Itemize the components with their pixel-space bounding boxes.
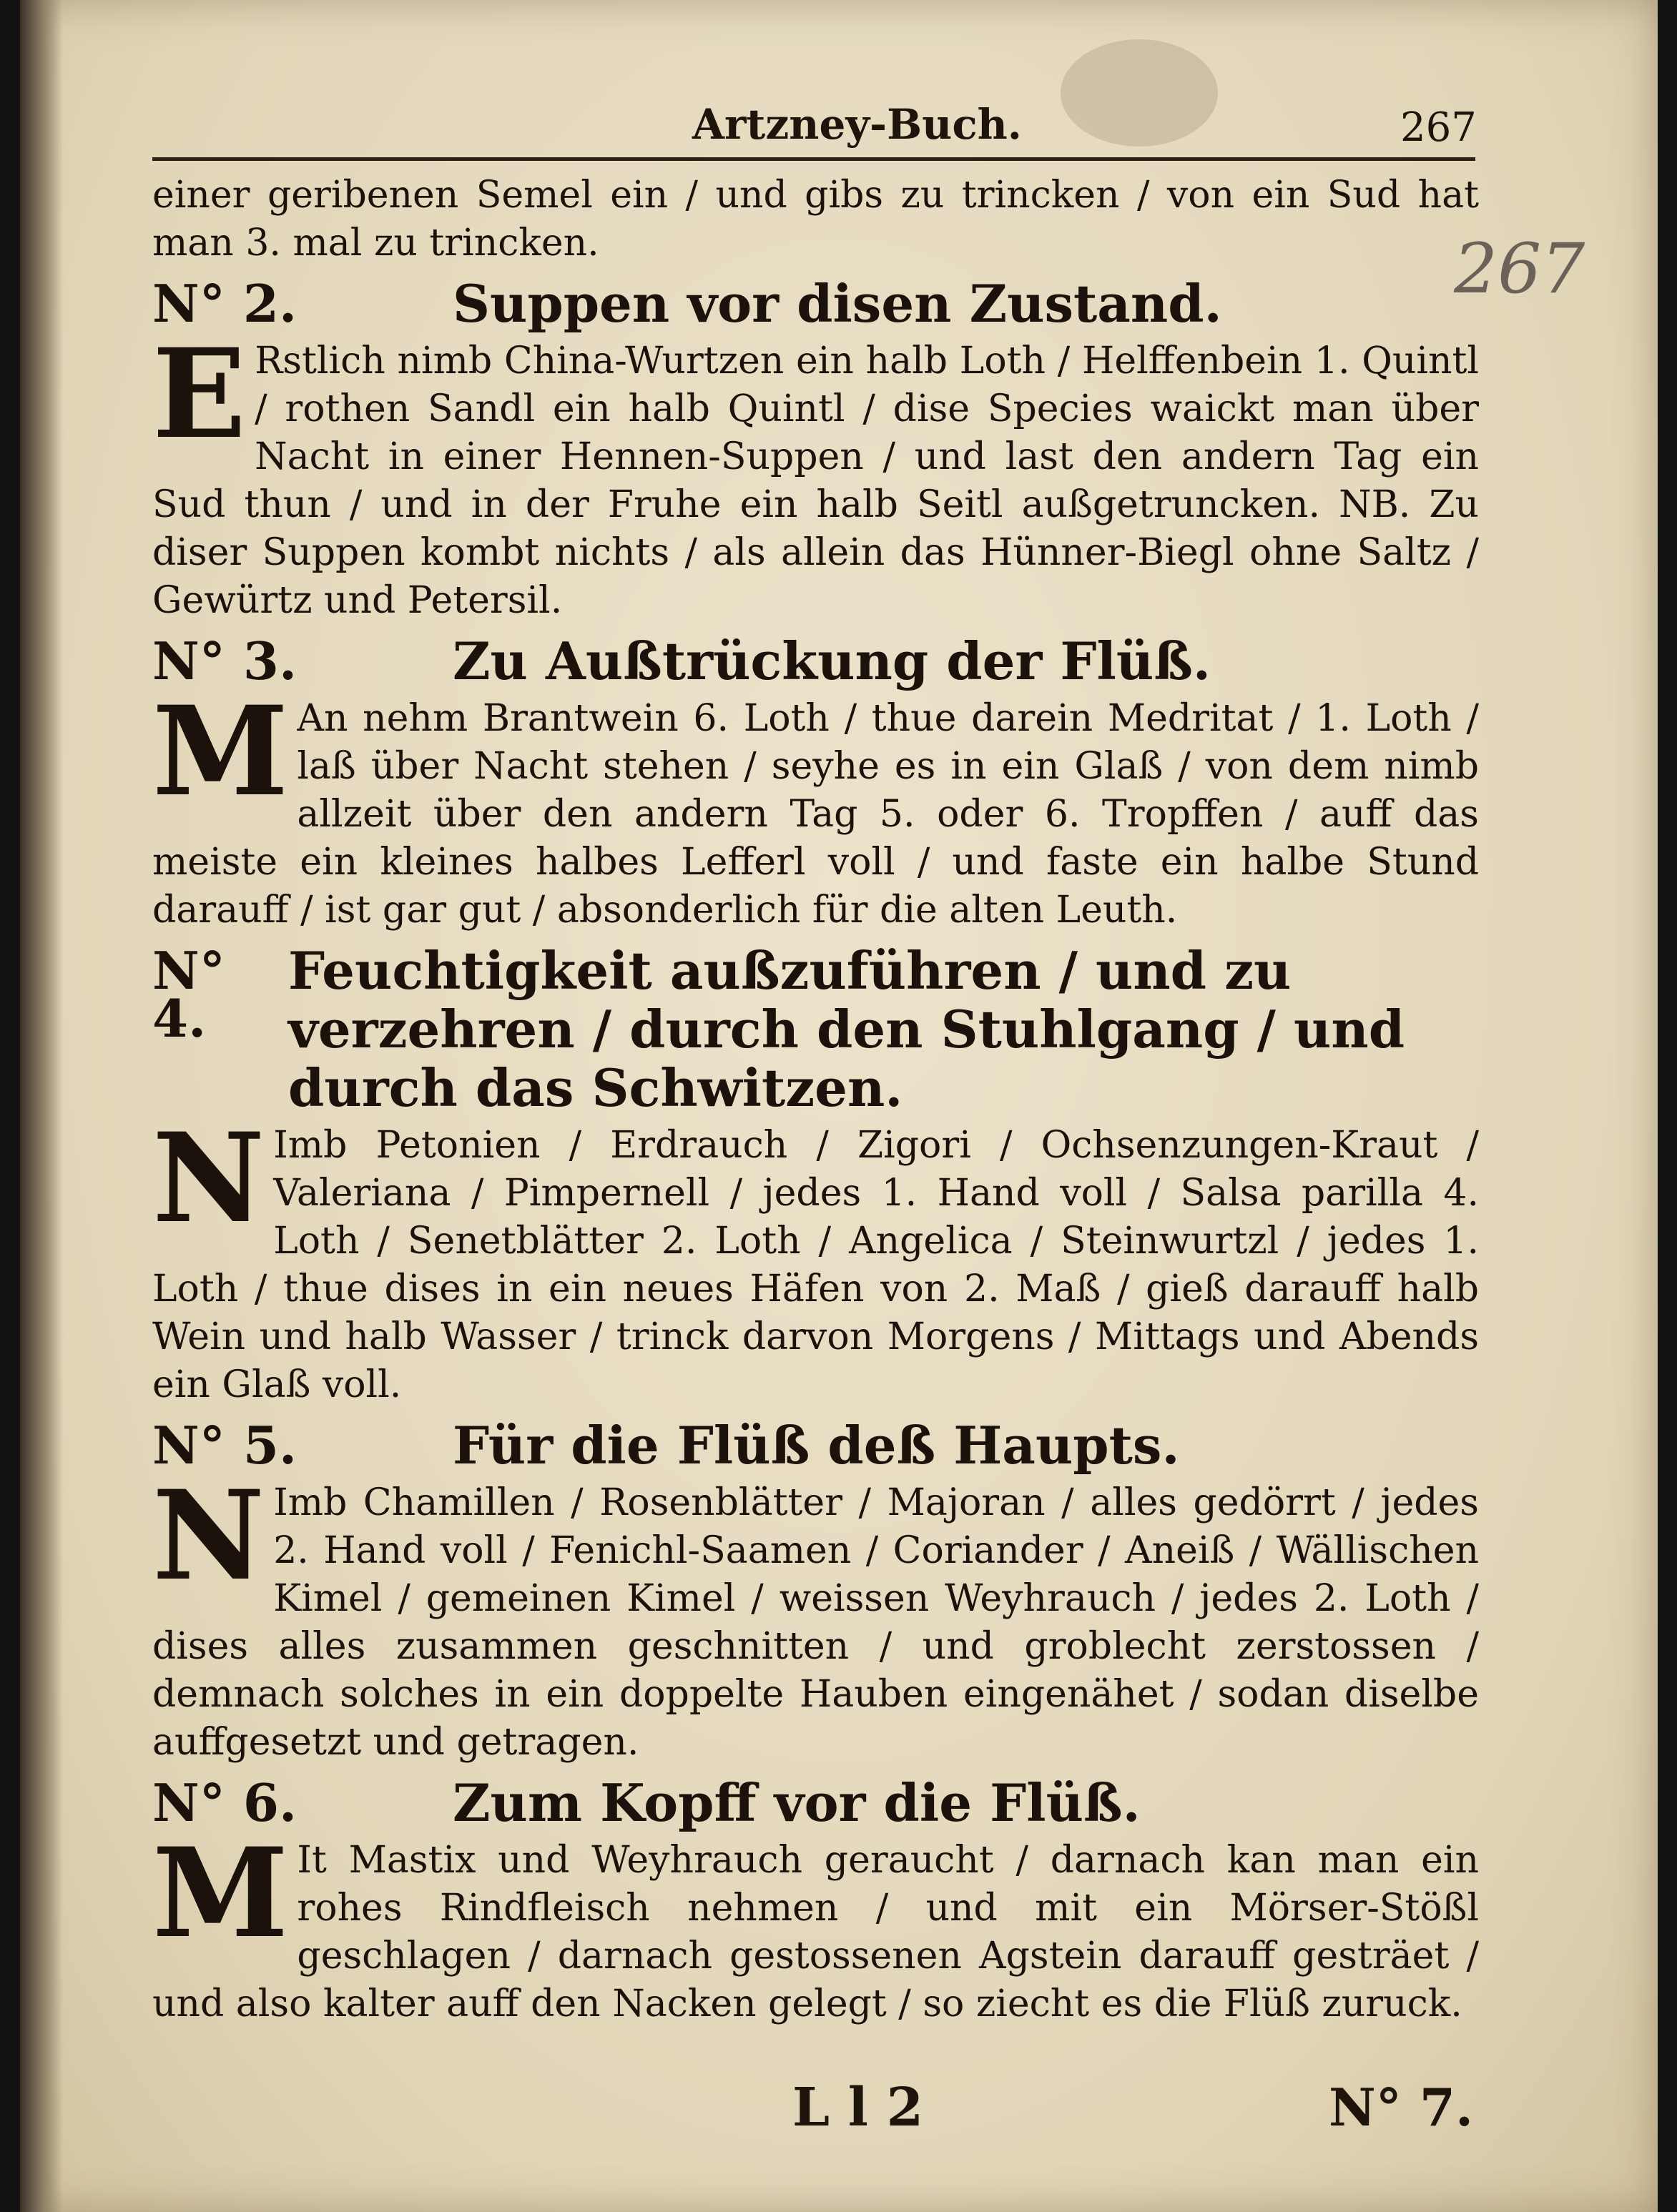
recipe-text-6 [152,1820,1479,2028]
recipe-heading-5 [152,1416,1479,1475]
drop-cap: E [152,321,247,466]
recipe-text-3 [152,678,1479,934]
recipe-body: Imb Petonien / Erdrauch / Zigori / Ochsenzungen-Kraut / Valeriana / Pimpernell / jedes 1. Hand voll / Salsa parilla 4. Loth / Senetblätter 2. Loth / Angelica / Steinwurtzl / jedes 1. Loth / thue dises in ein neues Häfen von 2. Maß / gieß darauff halb Wein und halb Wasser / trinck darvon Morgens / Mittags und Abends ein Glaß voll. [152,1124,1479,1406]
pencil-folio-annotation: 267 [1454,229,1585,309]
recipe-heading-6 [152,1774,1479,1832]
recipe-title: Für die Flüß deß Haupts. [453,1415,1180,1476]
recipe-text-4 [152,1105,1479,1409]
book-page [20,0,1658,2212]
recipe-number: N° 5. [152,1415,297,1476]
recipe-title: Zu Außtrückung der Flüß. [453,631,1211,691]
recipe-heading-3 [152,632,1479,691]
page-footer [20,2077,1658,2163]
running-title: Artzney-Buch. [692,100,1022,149]
drop-cap: N [152,1105,265,1250]
recipe-number: N° 4. [152,940,225,1049]
recipe-body: Rstlich nimb China-Wurtzen ein halb Loth / Helffenbein 1. Quintl / rothen Sandl ein halb Quintl / dise Species waickt man über Nacht in einer Hennen-Suppen / und last den andern Tag ein Sud thun / und in der Fruhe ein halb Seitl außgetruncken. NB. Zu diser Suppen kombt nichts / als allein das Hünner-Biegl ohne Saltz / Gewürtz und Petersil. [152,340,1479,622]
signature-mark: L l 2 [792,2077,924,2138]
recipe-body: It Mastix und Weyhrauch geraucht / darnach kan man ein rohes Rindfleisch nehmen / und mit ein Mörser-Stößl geschlagen / darnach gestossenen Agstein darauff gesträet / und also kalter auff den Nacken gelegt / so ziecht es die Flüß zuruck. [152,1839,1479,2025]
drop-cap: M [152,1820,289,1965]
catchword: N° 7. [1329,2077,1474,2138]
running-head [20,100,1658,157]
header-rule [152,157,1475,161]
recipe-title: Zum Kopff vor die Flüß. [453,1772,1141,1833]
drop-cap: N [152,1463,265,1608]
recipe-body: An nehm Brantwein 6. Loth / thue darein Medritat / 1. Loth / laß über Nacht stehen / seyhe es in ein Glaß / von dem nimb allzeit über den andern Tag 5. oder 6. Tropffen / auff das meiste ein kleines halbes Lefferl voll / und faste ein halbe Stund darauff / ist gar gut / absonderlich für die alten Leuth. [152,697,1479,932]
drop-cap: M [152,678,289,824]
recipe-title: Feuchtigkeit außzuführen / und zu verzehren / durch den Stuhlgang / und durch das Schwitzen. [288,940,1405,1118]
page-number: 267 [1400,104,1477,151]
recipe-heading-2 [152,275,1479,333]
recipe-number: N° 3. [152,631,297,691]
continuation-text: einer geribenen Semel ein / und gibs zu trincken / von ein Sud hat man 3. mal zu trincken. [152,174,1479,265]
recipe-number: N° 2. [152,273,297,334]
recipe-heading-4 [152,942,1479,1117]
text-block [152,172,1479,2028]
recipe-number: N° 6. [152,1772,297,1833]
binding-gutter [20,0,63,2212]
recipe-body: Imb Chamillen / Rosenblätter / Majoran / alles gedörrt / jedes 2. Hand voll / Fenichl-Saamen / Coriander / Aneiß / Wällischen Kimel / gemeinen Kimel / weissen Weyhrauch / jedes 2. Loth / dises alles zusammen geschnitten / und groblecht zerstossen / demnach solches in ein doppelte Hauben eingenähet / sodan diselbe auffgesetzt und getragen. [152,1481,1479,1764]
recipe-text-2 [152,321,1479,625]
recipe-title: Suppen vor disen Zustand. [453,273,1222,334]
recipe-text-5 [152,1463,1479,1767]
